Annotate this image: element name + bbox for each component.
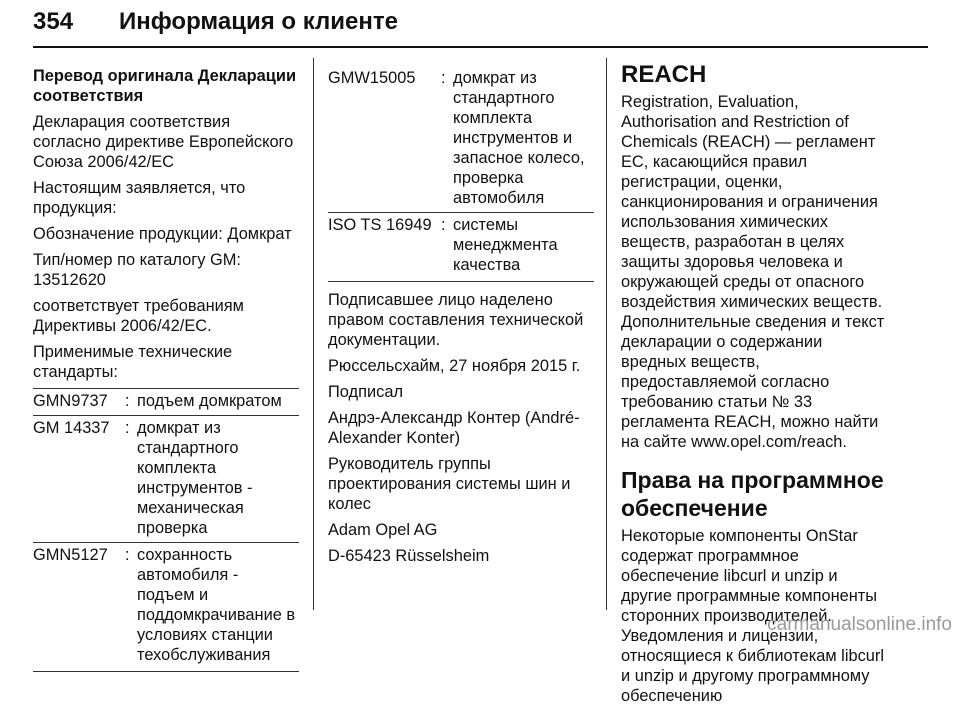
standard-description: домкрат из стандартного комплекта инструментов и запасное колесо, проверка автомобиля [453,69,585,207]
table-row [328,66,594,208]
column-divider-1 [313,58,314,610]
standards-intro: Применимые технические стандарты: [33,343,233,381]
reach-text: Registration, Evaluation, Authorisation and Restriction of Chemicals (REACH) — регламент ЕС, касающийся правил регистрации, оценки, санкционирования и ограничения использования химических веществ, разработан в целях защиты здоровья человека и окружающей среды от опасного воздействия химических веществ. Дополнительные сведения и текст декларации о содержании вредных веществ, предоставляемой согласно требованию статьи № 33 регламента REACH, можно найти на сайте www.opel.com/reach. [621,93,885,451]
separator: : [125,419,130,437]
standard-description: домкрат из стандартного комплекта инструментов - механическая проверка [137,419,253,537]
software-rights-text: Некоторые компоненты OnStar содержат программное обеспечение libcurl и unzip и другие программные компоненты сторонних производителей. Уведомления и лицензии, относящиеся к библиотекам libcurl и unzip и другому программному обеспечению [621,527,884,705]
separator: : [125,392,130,410]
standard-code: GMN5127 [33,546,108,564]
column-1 [33,66,299,680]
standard-code: GMW15005 [328,69,416,87]
declaration-heading: Перевод оригинала Декларации соответствия [33,67,297,105]
table-row [33,542,299,665]
separator: : [441,69,446,87]
product-type-number: Тип/номер по каталогу GM: 13512620 [33,251,241,289]
compliance-statement: соответствует требованиям Директивы 2006/42/EC. [33,297,244,335]
standard-description: системы менеджмента качества [453,216,558,274]
signed-by-label: Подписал [328,383,404,401]
product-designation: Обозначение продукции: Домкрат [33,225,292,243]
standard-description: подъем домкратом [137,392,282,410]
signatory-name: Андрэ-Александр Контер (André-Alexander Konter) [328,409,580,447]
standards-table-1 [33,388,299,672]
separator: : [125,546,130,564]
company-address: D-65423 Rüsselsheim [328,547,490,565]
reach-heading: REACH [621,61,707,88]
standard-code: GM 14337 [33,419,110,437]
page-number: 354 [33,8,74,35]
column-divider-2 [606,58,607,610]
signatory-position: Руководитель группы проектирования системы шин и колес [328,455,571,513]
declaration-intro: Декларация соответствия согласно директиве Европейского Союза 2006/42/EC [33,113,294,171]
watermark: carmanualsonline.info [767,614,952,635]
standard-description: сохранность автомобиля - подъем и поддомкрачивание в условиях станции техобслуживания [137,546,296,664]
software-rights-heading: Права на программное обеспечение [621,467,884,521]
standard-code: ISO TS 16949 [328,216,432,234]
page-header [33,6,928,50]
separator: : [441,216,446,234]
standards-table-2 [328,66,594,282]
table-row [328,212,594,275]
standard-code: GMN9737 [33,392,108,410]
page-title: Информация о клиенте [119,8,398,35]
authorized-person-text: Подписавшее лицо наделено правом составления технической документации. [328,291,584,349]
column-2 [328,66,594,572]
declaration-statement: Настоящим заявляется, что продукция: [33,179,246,217]
company-name: Adam Opel AG [328,521,438,539]
header-rule [33,46,928,48]
table-row [33,415,299,538]
table-row [33,388,299,411]
place-date: Рюссельсхайм, 27 ноября 2015 г. [328,357,581,375]
